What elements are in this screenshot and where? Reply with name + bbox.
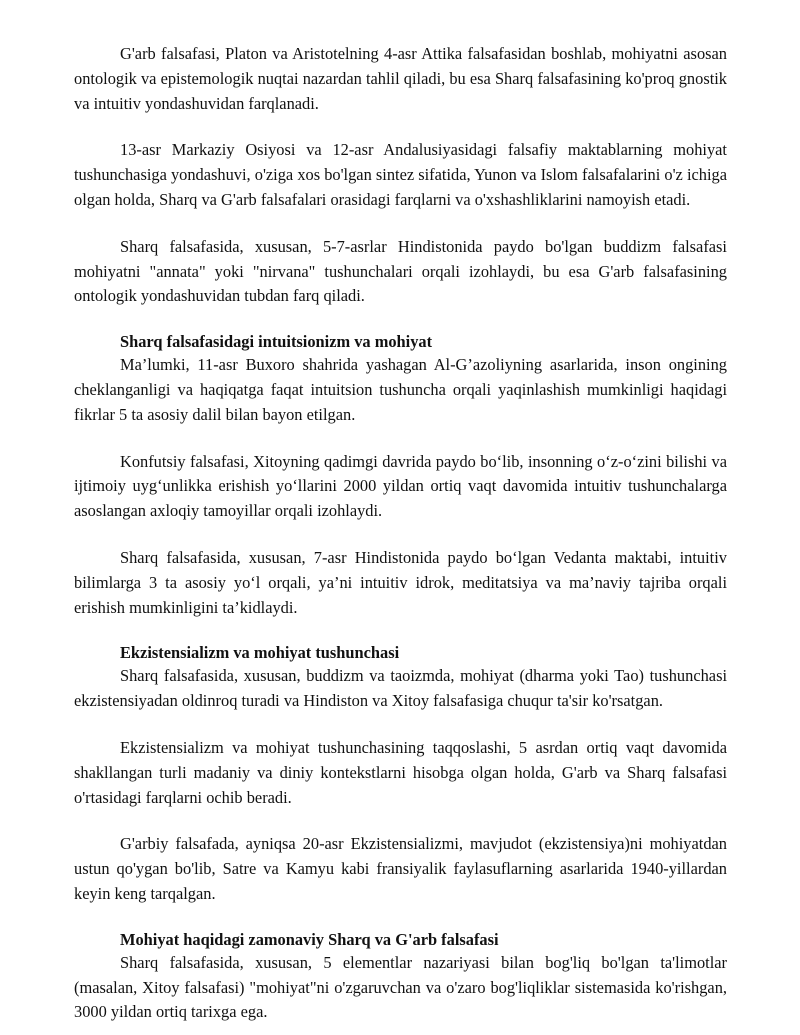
- paragraph-western-philosophy-essence: G'arb falsafasi, Platon va Aristotelning 4-asr Attika falsafasidan boshlab, mohiyatni asosan ontologik va epistemologik nuqtai nazardan tahlil qiladi, bu esa Sharq falsafasining ko'proq gnostik va intuitiv yondashuvidan farqlanadi.: [74, 44, 727, 113]
- paragraph-al-ghazali: Ma’lumki, 11-asr Buxoro shahrida yashagan Al-G’azoliyning asarlarida, inson ongining cheklanganligi va haqiqatga faqat intuitsion tushuncha orqali yaqinlashish mumkinligi haqidagi fikrlar 5 ta asosiy dalil bilan bayon etilgan.: [74, 355, 727, 424]
- paragraph-five-elements: Sharq falsafasida, xususan, 5 elementlar nazariyasi bilan bog'liq bo'lgan ta'limotlar (masalan, Xitoy falsafasi) "mohiyat"ni o'zgaruvchan va o'zaro bog'liqliklar sistemasida ko'rishgan, 3000 yildan ortiq tarixga ega.: [74, 952, 727, 1022]
- section-heading-intuitionism: Sharq falsafasidagi intuitsionizm va mohiyat: [120, 332, 433, 352]
- paragraph-vedanta: Sharq falsafasida, xususan, 7-asr Hindistonida paydo bo‘lgan Vedanta maktabi, intuitiv bilimlarga 3 ta asosiy yo‘l orqali, ya’ni intuitiv idrok, meditatsiya va ma’naviy tajriba orqali erishish mumkinligini ta’kidlaydi.: [74, 547, 727, 617]
- paragraph-confucius: Konfutsiy falsafasi, Xitoyning qadimgi davrida paydo bo‘lib, insonning o‘z-o‘zini bilishi va ijtimoiy uyg‘unlikka erishish yo‘llarini 2000 yildan ortiq vaqt davomida intuitiv tushunchalarga asoslangan axloqiy tamoyillar orqali izohlaydi.: [74, 451, 727, 521]
- section-heading-modern-philosophy: Mohiyat haqidagi zamonaviy Sharq va G'arb falsafasi: [120, 929, 499, 949]
- section-heading-existentialism: Ekzistensializm va mohiyat tushunchasi: [120, 643, 400, 663]
- document-page: [74, 42, 727, 1025]
- paragraph-comparison: Ekzistensializm va mohiyat tushunchasining taqqoslashi, 5 asrdan ortiq vaqt davomida shakllangan turli madaniy va diniy kontekstlarni hisobga olgan holda, G'arb va Sharq falsafasi o'rtasidagi farqlarni ochib beradi.: [74, 737, 727, 807]
- paragraph-buddhism-annata: Sharq falsafasida, xususan, 5-7-asrlar Hindistonida paydo bo'lgan buddizm falsafasi mohiyatni "annata" yoki "nirvana" tushunchalari orqali izohlaydi, bu esa G'arb falsafasining ontologik yondashuvidan tubdan farq qiladi.: [74, 236, 727, 306]
- paragraph-central-asia-andalusia: 13-asr Markaziy Osiyosi va 12-asr Andalusiyasidagi falsafiy maktablarning mohiyat tushunchasiga yondashuvi, o'ziga xos bo'lgan sintez sifatida, Yunon va Islom falsafalarini o'z ichiga olgan holda, Sharq va G'arb falsafalari orasidagi farqlarni va o'xshashliklarini namoyish etadi.: [74, 140, 727, 209]
- paragraph-20th-century-existentialism: G'arbiy falsafada, ayniqsa 20-asr Ekzistensializmi, mavjudot (ekzistensiya)ni mohiyatdan ustun qo'ygan bo'lib, Satre va Kamyu kabi fransiyalik faylasuflarning asarlarida 1940-yillardan keyin keng tarqalgan.: [74, 834, 727, 903]
- paragraph-dharma-tao: Sharq falsafasida, xususan, buddizm va taoizmda, mohiyat (dharma yoki Tao) tushunchasi ekzistensiyadan oldinroq turadi va Hindiston va Xitoy falsafasiga chuqur ta'sir ko'rsatgan.: [74, 666, 727, 711]
